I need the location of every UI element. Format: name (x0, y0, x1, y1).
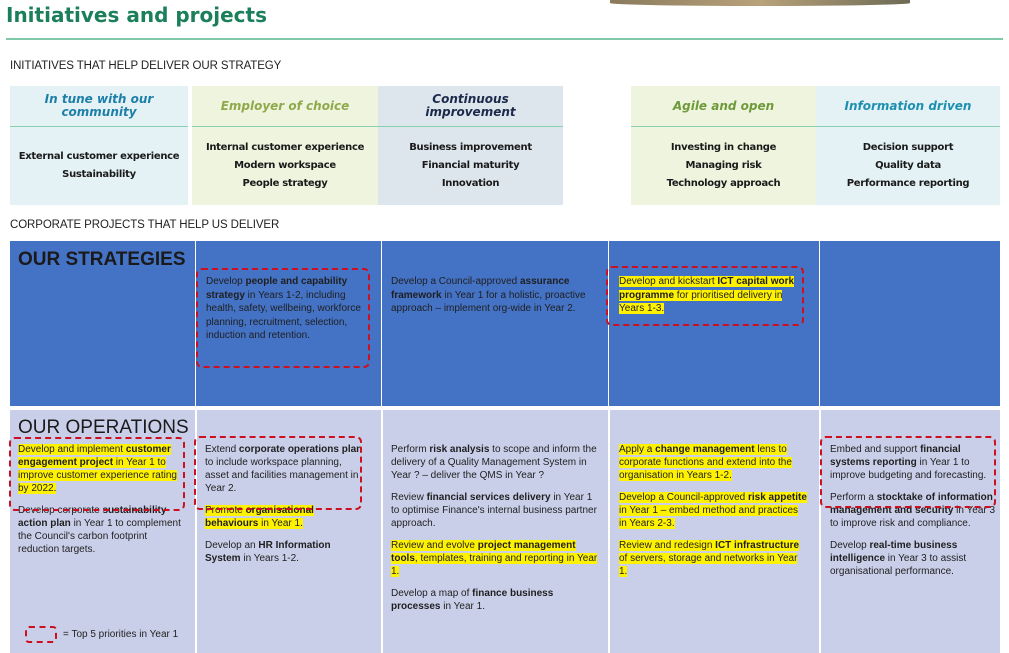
operation-item (619, 539, 807, 578)
theme-item: Sustainability (62, 169, 136, 180)
theme-box-information (816, 86, 1000, 205)
text: in Year 1 to complement the Council's carbon footprint reduction targets. (18, 518, 181, 555)
text: Review (391, 492, 427, 503)
text: Review and evolve (391, 540, 478, 551)
text: in Year 1 to improve customer experience rating by 2022. (18, 457, 177, 494)
operation-item (830, 539, 1002, 578)
text-strong: project management tools (391, 540, 576, 564)
theme-items (816, 127, 1000, 205)
theme-header: Continuous improvement (425, 92, 516, 119)
text: Apply a (619, 444, 656, 455)
column-divider (195, 241, 196, 406)
column-divider (195, 410, 197, 653)
text-strong: HR Information System (205, 540, 331, 564)
text: in Year 3 to assist organisational performance. (830, 553, 967, 577)
text-strong: people and capability strategy (206, 276, 348, 301)
theme-items (192, 127, 378, 205)
theme-box-agile (631, 86, 816, 205)
operations-col-3 (391, 443, 601, 622)
operation-item (619, 491, 807, 530)
text: in Year 1 to optimise Finance's internal business partner approach. (391, 492, 597, 529)
operation-item (391, 539, 601, 578)
operation-item (830, 443, 1002, 482)
text: Develop (830, 540, 870, 551)
text: to scope and inform the delivery of a Quality Management System in Year ? – deliver the QMS in Year ? (391, 444, 597, 481)
text-strong: ICT infrastructure (715, 540, 800, 551)
operations-col-1 (18, 443, 186, 565)
text: Promote (205, 505, 246, 516)
text: Perform (391, 444, 430, 455)
text: in Year 1 to improve budgeting and forecasting. (830, 457, 987, 481)
text-strong: risk appetite (747, 492, 807, 503)
operation-item (18, 504, 186, 556)
text: Develop corporate (18, 505, 103, 516)
theme-items (631, 127, 816, 205)
legend-priority-marker (25, 626, 57, 643)
text-strong: finance business processes (391, 588, 554, 612)
text: to include workspace planning, asset and facilities management in Year 2. (205, 457, 359, 494)
strategy-assurance-framework (391, 275, 599, 316)
theme-item: Decision support (862, 142, 954, 153)
text-strong: stocktake of information management and security (830, 492, 993, 516)
theme-header: Employer of choice (220, 98, 350, 113)
theme-item: Financial maturity (421, 160, 520, 171)
text: in Year 1. (440, 601, 485, 612)
text-strong: real-time business intelligence (830, 540, 958, 564)
text: for prioritised delivery in Years 1-3. (619, 289, 783, 314)
operations-col-5 (830, 443, 1002, 587)
operations-col-4 (619, 443, 807, 587)
text: Embed and support (830, 444, 921, 455)
text-strong: sustainability action plan (18, 505, 167, 529)
text-strong: risk analysis (429, 444, 490, 455)
strategies-title: OUR STRATEGIES (18, 249, 186, 270)
text: , templates, training and reporting in Year 1. (391, 553, 598, 577)
theme-item: Business improvement (409, 142, 532, 153)
section-heading-projects: CORPORATE PROJECTS THAT HELP US DELIVER (10, 219, 280, 231)
text: Develop a map of (391, 588, 473, 599)
operation-item (830, 491, 1002, 530)
theme-box-continuous (378, 86, 563, 205)
theme-item: External customer experience (18, 151, 180, 162)
text: Develop a Council-approved (391, 276, 520, 287)
text-strong: assurance framework (391, 276, 570, 301)
text-strong: corporate operations plan (238, 444, 363, 455)
text-strong: change management (655, 444, 755, 455)
operation-item (205, 443, 365, 495)
theme-box-community (10, 86, 188, 205)
column-divider (608, 410, 610, 653)
strategy-people-capability (206, 275, 371, 343)
column-divider (819, 410, 821, 653)
text: Develop a Council-approved (619, 492, 748, 503)
theme-item: Quality data (875, 160, 941, 171)
operations-col-2 (205, 443, 365, 574)
operation-item (391, 491, 601, 530)
page-title: Initiatives and projects (6, 3, 268, 27)
theme-items (10, 127, 188, 205)
theme-item: Managing risk (685, 160, 762, 171)
theme-item: Investing in change (670, 142, 777, 153)
text-strong: organisational behaviours (205, 505, 314, 529)
text: Develop and implement (18, 444, 126, 455)
column-divider (608, 241, 609, 406)
text: lens to corporate functions and extend into the organisation in Years 1-2. (619, 444, 792, 481)
text: in Years 1-2, including health, safety, wellbeing, workforce planning, recruitment, selection, induction and retention. (206, 289, 361, 341)
text-strong: financial services delivery (426, 492, 551, 503)
text: Develop and kickstart (619, 276, 718, 287)
operation-item (18, 443, 186, 495)
text: in Year 3 to improve risk and compliance. (830, 505, 996, 529)
column-divider (381, 410, 383, 653)
theme-item: Modern workspace (234, 160, 336, 171)
operation-item (619, 443, 807, 482)
column-divider (819, 241, 820, 406)
operation-item (391, 443, 601, 482)
title-divider (6, 38, 1003, 40)
operations-title: OUR OPERATIONS (18, 417, 189, 438)
text: Extend (205, 444, 239, 455)
theme-header: Information driven (844, 98, 972, 113)
operation-item (205, 504, 365, 530)
text: of servers, storage and networks in Year 1. (619, 553, 798, 577)
section-heading-initiatives: INITIATIVES THAT HELP DELIVER OUR STRATEGY (10, 60, 282, 72)
header-photo (610, 0, 910, 6)
text: in Year 1. (258, 518, 303, 529)
text: Perform a (830, 492, 877, 503)
text: Develop (206, 276, 246, 287)
theme-item: Internal customer experience (205, 142, 365, 153)
text: in Year 1 for a holistic, proactive approach – implement org-wide in Year 2. (391, 289, 586, 314)
theme-item: People strategy (242, 178, 328, 189)
theme-box-employer (192, 86, 378, 205)
theme-header: Agile and open (672, 98, 775, 113)
strategy-ict-capital (619, 275, 797, 316)
column-divider (381, 241, 382, 406)
operation-item (205, 539, 365, 565)
text: in Years 1-2. (240, 553, 299, 564)
text: Review and redesign (619, 540, 716, 551)
theme-item: Performance reporting (846, 178, 970, 189)
theme-item: Innovation (441, 178, 500, 189)
text-strong: customer engagement project (18, 444, 171, 468)
operation-item (391, 587, 601, 613)
theme-header: In tune with our community (44, 92, 154, 119)
text: in Year 1 – embed method and practices in Years 2-3. (619, 505, 799, 529)
legend-text: = Top 5 priorities in Year 1 (63, 629, 179, 640)
text-strong: financial systems reporting (830, 444, 961, 468)
theme-items (378, 127, 563, 205)
text-strong: ICT capital work programme (619, 276, 795, 301)
theme-item: Technology approach (666, 178, 781, 189)
text: Develop an (205, 540, 259, 551)
